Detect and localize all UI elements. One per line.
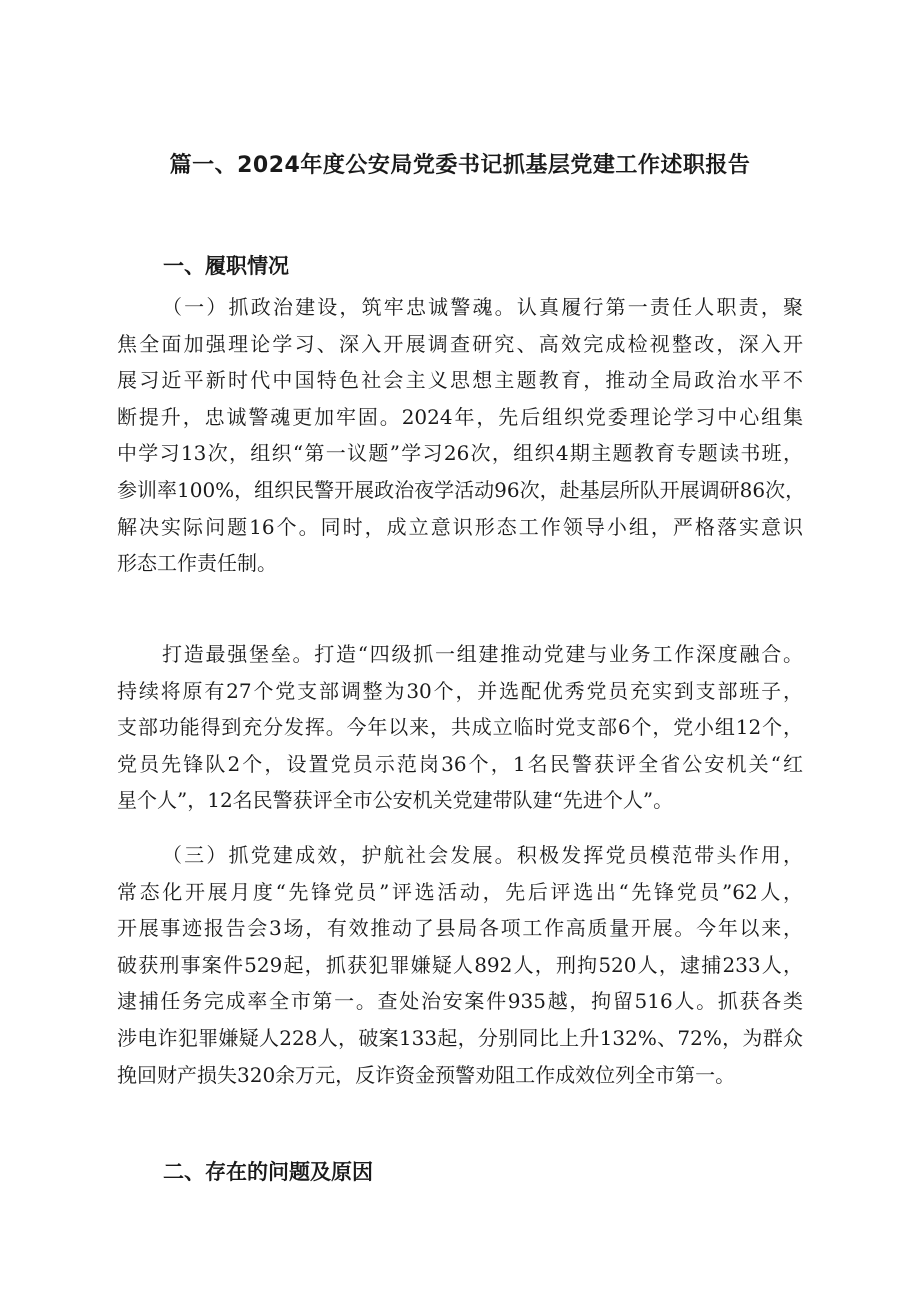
- paragraph-line: 逮捕任务完成率全市第一。查处治安案件935越，拘留516人。抓获各类: [117, 989, 803, 1014]
- paragraph-political-building: [117, 289, 806, 582]
- paragraph-line: 形态工作责任制。: [117, 551, 277, 576]
- paragraph-line: 挽回财产损失320余万元，反诈资金预警劝阻工作成效位列全市第一。: [117, 1062, 736, 1087]
- paragraph-line: 开展事迹报告会3场，有效推动了县局各项工作高质量开展。今年以来，: [117, 916, 803, 941]
- paragraph-line: 涉电诈犯罪嫌疑人228人，破案133起，分别同比上升132%、72%，为群众: [117, 1025, 803, 1050]
- paragraph-line: （三）抓党建成效，护航社会发展。积极发挥党员模范带头作用，: [162, 843, 803, 867]
- document-title: 篇一、2024年度公安局党委书记抓基层党建工作述职报告: [169, 153, 751, 178]
- paragraph-line: 持续将原有27个党支部调整为30个，并选配优秀党员充实到支部班子，: [117, 678, 803, 703]
- paragraph-line: 断提升，忠诚警魂更加牢固。2024年，先后组织党委理论学习中心组集: [117, 404, 803, 429]
- paragraph-line: 党员先锋队2个，设置党员示范岗36个，1名民警获评全省公安机关“红: [117, 751, 803, 776]
- paragraph-line: 支部功能得到充分发挥。今年以来，共成立临时党支部6个，党小组12个，: [117, 715, 803, 740]
- paragraph-line: 打造最强堡垒。打造“四级抓一组建推动党建与业务工作深度融合。: [162, 642, 803, 666]
- paragraph-line: 破获刑事案件529起，抓获犯罪嫌疑人892人，刑拘520人，逮捕233人，: [117, 952, 803, 977]
- paragraph-party-building-results: [117, 837, 803, 1093]
- paragraph-strongest-fortress: [117, 636, 803, 819]
- paragraph-line: 解决实际问题16个。同时，成立意识形态工作领导小组，严格落实意识: [117, 514, 803, 539]
- paragraph-line: （一）抓政治建设，筑牢忠诚警魂。认真履行第一责任人职责，聚: [162, 295, 803, 319]
- section-heading-problems: 二、存在的问题及原因: [163, 1160, 373, 1184]
- paragraph-line: 焦全面加强理论学习、深入开展调查研究、高效完成检视整改，深入开: [117, 331, 803, 356]
- paragraph-line: 常态化开展月度“先锋党员”评选活动，先后评选出“先锋党员”62人，: [117, 879, 803, 904]
- paragraph-line: 展习近平新时代中国特色社会主义思想主题教育，推动全局政治水平不: [117, 368, 803, 393]
- paragraph-line: 中学习13次，组织“第一议题”学习26次，组织4期主题教育专题读书班，: [117, 441, 803, 466]
- paragraph-line: 星个人”，12名民警获评全市公安机关党建带队建“先进个人”。: [117, 788, 674, 813]
- paragraph-line: 参训率100%，组织民警开展政治夜学活动96次，赴基层所队开展调研86次，: [117, 477, 806, 502]
- section-heading-performance: 一、履职情况: [163, 254, 289, 278]
